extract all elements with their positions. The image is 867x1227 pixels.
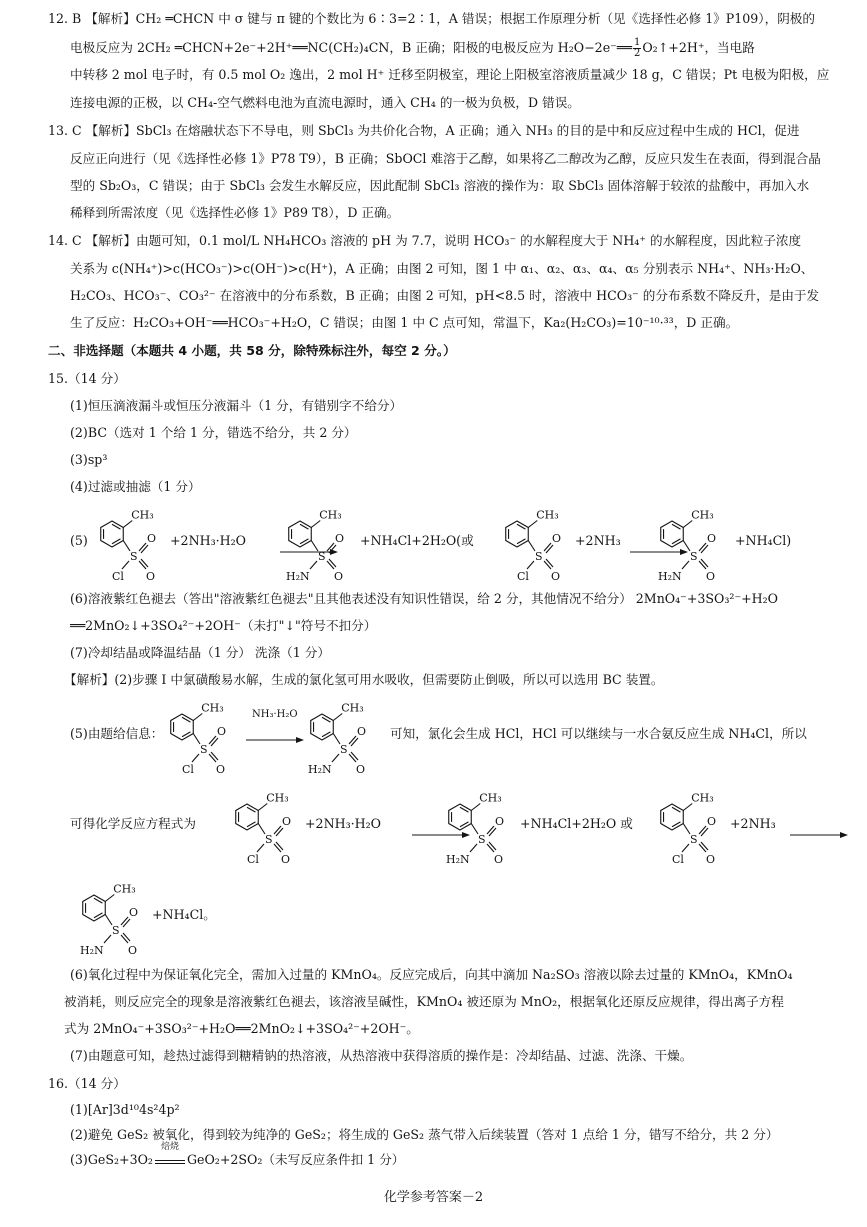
benzene-ring <box>101 521 124 547</box>
given-reagent: NH₃·H₂O <box>252 709 298 720</box>
methyl-bond <box>683 804 692 811</box>
ring-s-bond <box>683 824 690 835</box>
cl-label: Cl <box>247 853 259 866</box>
so-bond-1 <box>274 826 281 834</box>
h2n-label: H₂N <box>658 570 682 583</box>
so-bond-2 <box>139 561 146 569</box>
struct-sulfonyl-chloride-2 <box>495 504 577 584</box>
so-bond-2b <box>141 559 148 567</box>
condition-equals <box>155 1142 185 1164</box>
o-label-1: O <box>335 532 345 545</box>
q15-explanation-7: (7)由题意可知，趁热过滤得到糖精钠的热溶液，从热溶液中获得溶质的操作是：冷却结晶、过滤、洗涤、干燥。 <box>70 1048 693 1063</box>
q15-exp5-term-2: +NH₄Cl+2H₂O 或 <box>520 816 633 831</box>
ch3-label: CH₃ <box>536 508 559 522</box>
so-bond-1b <box>546 545 553 553</box>
o-label-2: O <box>706 570 716 583</box>
so-bond-1 <box>139 543 146 551</box>
struct-sulfonamide-3 <box>300 697 382 777</box>
o-label-1: O <box>707 815 717 828</box>
q15-exp5-term-1: +2NH₃·H₂O <box>305 816 381 831</box>
q16-answer-1: (1)[Ar]3d¹⁰4s²4p² <box>70 1102 180 1117</box>
structure-drawing <box>438 787 520 867</box>
methyl-bond <box>105 895 114 902</box>
structure-drawing <box>278 504 360 584</box>
s-label: S <box>690 550 698 563</box>
so-bond-2b <box>351 752 358 760</box>
methyl-bond <box>311 521 320 528</box>
q15-answer-3: (3)sp³ <box>70 452 108 467</box>
so-bond-2 <box>209 754 216 762</box>
s-substituent-bond <box>527 561 534 569</box>
s-label: S <box>200 743 208 756</box>
so-bond-1b <box>141 545 148 553</box>
s-substituent-bond <box>257 844 264 852</box>
s-substituent-bond <box>122 561 129 569</box>
benzene-ring <box>236 804 259 830</box>
o-label-1: O <box>495 815 505 828</box>
ch3-label: CH₃ <box>691 791 714 805</box>
so-bond-1 <box>209 736 216 744</box>
benzene-ring <box>171 714 194 740</box>
struct-sulfonamide-4 <box>438 787 520 867</box>
s-label: S <box>265 833 273 846</box>
struct-sulfonamide-1 <box>278 504 360 584</box>
q12-line-2a: 电极反应为 2CH₂ ═CHCN+2e⁻+2H⁺══NC(CH₂)₄CN，B 正确；阳极的电极反应为 H₂O−2e⁻══ <box>70 40 632 55</box>
ch3-label: CH₃ <box>201 701 224 715</box>
so-bond-2 <box>699 844 706 852</box>
fraction-denominator: 2 <box>633 48 641 59</box>
so-bond-1b <box>123 919 130 927</box>
q16-answer-2: (2)避免 GeS₂ 被氧化，得到较为纯净的 GeS₂；将生成的 GeS₂ 蒸气带入后续装置（答对 1 点给 1 分，错写不给分，共 2 分） <box>70 1127 779 1142</box>
s-substituent-bond <box>332 754 339 762</box>
benzene-ring <box>661 804 684 830</box>
so-bond-2 <box>487 844 494 852</box>
struct-sulfonyl-chloride-4 <box>225 787 307 867</box>
methyl-bond <box>528 521 537 528</box>
so-bond-2b <box>123 933 130 941</box>
so-bond-1 <box>699 543 706 551</box>
s-substituent-bond <box>104 935 111 943</box>
methyl-bond <box>123 521 132 528</box>
ring-s-bond <box>258 824 265 835</box>
ring-s-bond <box>105 915 112 926</box>
structure-drawing <box>90 504 172 584</box>
ring-s-bond <box>333 734 340 745</box>
ring-s-bond <box>193 734 200 745</box>
cl-label: Cl <box>672 853 684 866</box>
struct-sulfonamide-5 <box>72 878 154 958</box>
so-bond-1b <box>489 828 496 836</box>
so-bond-2b <box>276 842 283 850</box>
s-substituent-bond <box>310 561 317 569</box>
o-label-2: O <box>706 853 716 866</box>
so-bond-2b <box>211 752 218 760</box>
o-label-1: O <box>552 532 562 545</box>
cl-label: Cl <box>112 570 124 583</box>
so-bond-2b <box>329 559 336 567</box>
s-label: S <box>130 550 138 563</box>
structure-drawing <box>72 878 154 958</box>
q13-line-3: 型的 Sb₂O₃，C 错误；由于 SbCl₃ 会发生水解反应，因此配制 SbCl₃ 溶液的操作为：取 SbCl₃ 固体溶解于较浓的盐酸中，再加入水 <box>70 178 810 193</box>
o-label-2: O <box>356 763 366 776</box>
structure-drawing <box>650 787 732 867</box>
s-label: S <box>690 833 698 846</box>
so-bond-2 <box>544 561 551 569</box>
q16-a3-reactants: (3)GeS₂+3O₂ <box>70 1152 153 1167</box>
q15-explanation-2: 【解析】(2)步骤 I 中氯磺酸易水解，生成的氯化氢可用水吸收，但需要防止倒吸，所以可以选用 BC 装置。 <box>64 672 664 687</box>
ring-s-bond <box>311 541 318 552</box>
o-label-2: O <box>216 763 226 776</box>
q15-a5-term-4: +NH₄Cl) <box>735 533 792 548</box>
so-bond-2 <box>121 935 128 943</box>
s-label: S <box>535 550 543 563</box>
reaction-condition: 焙烧 <box>160 1142 179 1152</box>
s-substituent-bond <box>470 844 477 852</box>
struct-sulfonyl-chloride-5 <box>650 787 732 867</box>
s-substituent-bond <box>682 561 689 569</box>
q15-answer-6-line-2: ══2MnO₂↓+3SO₄²⁻+2OH⁻（未打"↓"符号不扣分） <box>70 618 377 633</box>
q15-explanation-6-line-3: 式为 2MnO₄⁻+3SO₃²⁻+H₂O══2MnO₂↓+3SO₄²⁻+2OH⁻。 <box>64 1021 419 1036</box>
cl-label: Cl <box>182 763 194 776</box>
q15-explanation-6-line-1: (6)氧化过程中为保证氧化完全，需加入过量的 KMnO₄。反应完成后，向其中滴加 Na₂SO₃ 溶液以除去过量的 KMnO₄，KMnO₄ <box>70 967 793 982</box>
s-substituent-bond <box>682 844 689 852</box>
so-bond-2b <box>489 842 496 850</box>
q12-line-2b: O₂↑+2H⁺，当电路 <box>642 40 755 55</box>
q16-a3-products: GeO₂+2SO₂（未写反应条件扣 1 分） <box>186 1152 405 1167</box>
reaction-arrow-3 <box>246 729 304 748</box>
fraction-numerator: 1 <box>633 37 641 48</box>
h2n-label: H₂N <box>286 570 310 583</box>
q15-exp5-text: 可知，氯化会生成 HCl，HCl 可以继续与一水合氨反应生成 NH₄Cl，所以 <box>390 726 807 741</box>
o-label-1: O <box>129 906 139 919</box>
q14-line-4: 生了反应：H₂CO₃+OH⁻══HCO₃⁻+H₂O，C 错误；由图 1 中 C 点可知，常温下，Ka₂(H₂CO₃)=10⁻¹⁰·³³，D 正确。 <box>70 315 739 330</box>
so-bond-2 <box>349 754 356 762</box>
q15-answer-5-label: (5) <box>70 533 88 548</box>
so-bond-2b <box>546 559 553 567</box>
so-bond-1b <box>211 738 218 746</box>
s-label: S <box>112 924 120 937</box>
q15-exp5-label: (5)由题给信息： <box>70 726 164 741</box>
benzene-ring <box>311 714 334 740</box>
q13-line-4: 稀释到所需浓度（见《选择性必修 1》P89 T8），D 正确。 <box>70 205 400 220</box>
o-label-2: O <box>551 570 561 583</box>
q15-answer-2: (2)BC（选对 1 个给 1 分，错选不给分，共 2 分） <box>70 425 357 440</box>
q13-line-2: 反应正向进行（见《选择性必修 1》P78 T9），B 正确；SbOCl 难溶于乙醇，如果将乙二醇改为乙醇，反应只发生在表面，得到混合晶 <box>70 151 821 166</box>
ring-s-bond <box>123 541 130 552</box>
ring-s-bond <box>528 541 535 552</box>
cl-label: Cl <box>517 570 529 583</box>
ch3-label: CH₃ <box>266 791 289 805</box>
ch3-label: CH₃ <box>479 791 502 805</box>
q15-a5-term-3: +2NH₃ <box>575 533 621 548</box>
section-heading: 二、非选择题（本题共 4 小题，共 58 分，除特殊标注外，每空 2 分。） <box>48 343 456 358</box>
ch3-label: CH₃ <box>131 508 154 522</box>
s-label: S <box>318 550 326 563</box>
struct-sulfonyl-chloride-1 <box>90 504 172 584</box>
q12-line-4: 连接电源的正极，以 CH₄-空气燃料电池为直流电源时，通入 CH₄ 的一极为负极，D 错误。 <box>70 95 580 110</box>
arrow-icon <box>246 736 304 744</box>
q15-explanation-6-line-2: 被消耗，则反应完全的现象是溶液紫红色褪去，该溶液呈碱性，KMnO₄ 被还原为 MnO₂，根据氧化还原反应规律，得出离子方程 <box>64 994 784 1009</box>
equals-bar <box>155 1160 185 1164</box>
s-substituent-bond <box>192 754 199 762</box>
so-bond-2 <box>274 844 281 852</box>
ring-s-bond <box>683 541 690 552</box>
so-bond-1 <box>487 826 494 834</box>
benzene-ring <box>449 804 472 830</box>
o-label-2: O <box>281 853 291 866</box>
struct-sulfonyl-chloride-3 <box>160 697 242 777</box>
so-bond-1b <box>329 545 336 553</box>
so-bond-1b <box>276 828 283 836</box>
q15-exp5-term-4: +NH₄Cl。 <box>152 907 216 922</box>
q15-a5-term-2: +NH₄Cl+2H₂O(或 <box>360 533 474 548</box>
so-bond-1 <box>121 917 128 925</box>
q14-line-2: 关系为 c(NH₄⁺)>c(HCO₃⁻)>c(OH⁻)>c(H⁺)，A 正确；由图 2 可知，图 1 中 α₁、α₂、α₃、α₄、α₅ 分别表示 NH₄⁺、NH₃·H₂O、 <box>70 261 814 276</box>
page-footer: 化学参考答案－2 <box>383 1190 484 1205</box>
q16-answer-3 <box>70 1142 405 1169</box>
so-bond-1 <box>544 543 551 551</box>
ch3-label: CH₃ <box>691 508 714 522</box>
methyl-bond <box>683 521 692 528</box>
structure-drawing <box>225 787 307 867</box>
h2n-label: H₂N <box>446 853 470 866</box>
methyl-bond <box>258 804 267 811</box>
benzene-ring <box>83 895 106 921</box>
so-bond-1b <box>701 545 708 553</box>
so-bond-2 <box>327 561 334 569</box>
methyl-bond <box>333 714 342 721</box>
o-label-1: O <box>217 725 227 738</box>
q12-line-3: 中转移 2 mol 电子时，有 0.5 mol O₂ 逸出，2 mol H⁺ 迁移至阴极室，理论上阳极室溶液质量减少 18 g，C 错误；Pt 电极为阳极，应 <box>70 67 830 82</box>
s-label: S <box>478 833 486 846</box>
so-bond-1b <box>701 828 708 836</box>
structure-drawing <box>160 697 242 777</box>
methyl-bond <box>193 714 202 721</box>
struct-sulfonamide-2 <box>650 504 732 584</box>
so-bond-1b <box>351 738 358 746</box>
structure-drawing <box>300 697 382 777</box>
structure-drawing <box>650 504 732 584</box>
ch3-label: CH₃ <box>113 882 136 896</box>
s-label: S <box>340 743 348 756</box>
o-label-2: O <box>128 944 138 957</box>
q14-line-3: H₂CO₃、HCO₃⁻、CO₃²⁻ 在溶液中的分布系数，B 正确；由图 2 可知，pH<8.5 时，溶液中 HCO₃⁻ 的分布系数不降反升，是由于发 <box>70 288 820 303</box>
o-label-2: O <box>146 570 156 583</box>
q13-line-1: 13. C 【解析】SbCl₃ 在熔融状态下不导电，则 SbCl₃ 为共价化合物，A 正确；通入 NH₃ 的目的是中和反应过程中生成的 HCl，促进 <box>48 123 800 138</box>
o-label-1: O <box>357 725 367 738</box>
so-bond-2b <box>701 559 708 567</box>
o-label-1: O <box>147 532 157 545</box>
q12-line-2 <box>70 38 755 59</box>
h2n-label: H₂N <box>308 763 332 776</box>
o-label-1: O <box>282 815 292 828</box>
benzene-ring <box>506 521 529 547</box>
q15-answer-6-line-1: (6)溶液紫红色褪去（答出"溶液紫红色褪去"且其他表述没有知识性错误，给 2 分，其他情况不给分） 2MnO₄⁻+3SO₃²⁻+H₂O <box>70 591 778 606</box>
o-label-2: O <box>334 570 344 583</box>
arrow-icon <box>790 831 848 839</box>
q15-title: 15.（14 分） <box>48 371 126 386</box>
ch3-label: CH₃ <box>319 508 342 522</box>
so-bond-2b <box>701 842 708 850</box>
benzene-ring <box>289 521 312 547</box>
q15-exp5-label-2: 可得化学反应方程式为 <box>70 816 196 831</box>
one-half-fraction <box>633 38 641 59</box>
ch3-label: CH₃ <box>341 701 364 715</box>
q15-answer-1: (1)恒压滴液漏斗或恒压分液漏斗（1 分，有错别字不给分） <box>70 398 403 413</box>
so-bond-1 <box>699 826 706 834</box>
q14-line-1: 14. C 【解析】由题可知，0.1 mol/L NH₄HCO₃ 溶液的 pH 为 7.7，说明 HCO₃⁻ 的水解程度大于 NH₄⁺ 的水解程度，因此粒子浓度 <box>48 233 802 248</box>
ring-s-bond <box>471 824 478 835</box>
q15-answer-4: (4)过滤或抽滤（1 分） <box>70 479 201 494</box>
so-bond-2 <box>699 561 706 569</box>
q15-a5-term-1: +2NH₃·H₂O <box>170 533 246 548</box>
q15-exp5-term-3: +2NH₃ <box>730 816 776 831</box>
so-bond-1 <box>349 736 356 744</box>
so-bond-1 <box>327 543 334 551</box>
methyl-bond <box>471 804 480 811</box>
benzene-ring <box>661 521 684 547</box>
o-label-1: O <box>707 532 717 545</box>
q15-answer-7: (7)冷却结晶或降温结晶（1 分） 洗涤（1 分） <box>70 645 330 660</box>
structure-drawing <box>495 504 577 584</box>
q12-line-1: 12. B 【解析】CH₂ ═CHCN 中 σ 键与 π 键的个数比为 6∶3=2∶1，A 错误；根据工作原理分析（见《选择性必修 1》P109），阴极的 <box>48 11 815 26</box>
reaction-arrow-5 <box>790 824 848 843</box>
o-label-2: O <box>494 853 504 866</box>
q16-title: 16.（14 分） <box>48 1076 126 1091</box>
h2n-label: H₂N <box>80 944 104 957</box>
